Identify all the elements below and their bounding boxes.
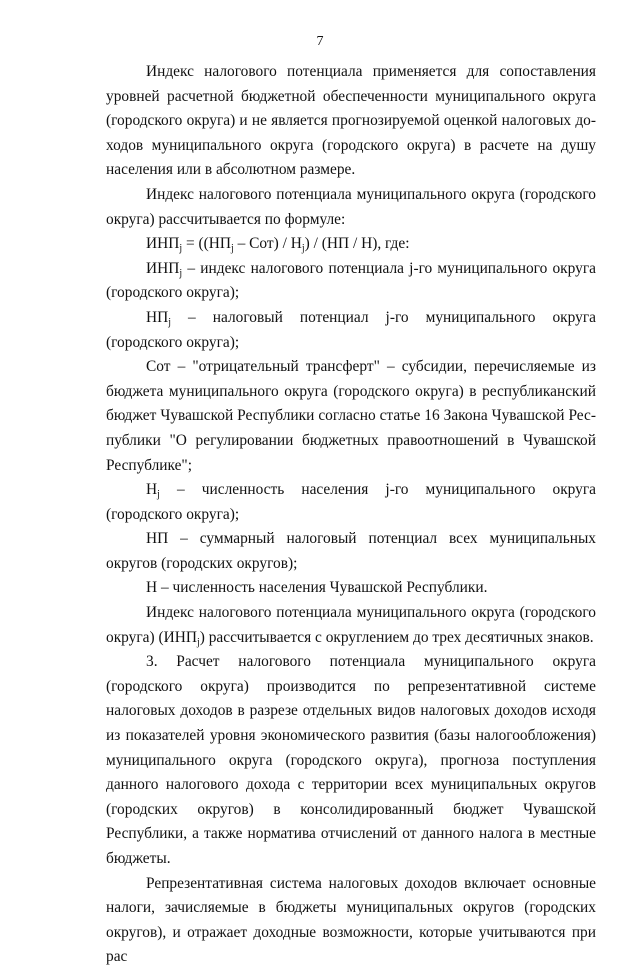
definition-inp	[106, 257, 596, 306]
formula-sub-2: j	[231, 243, 234, 255]
paragraph-rounding	[106, 601, 596, 650]
paragraph-representative-system: Репрезентативная система налоговых доходов включает основные налоги, зачисляемые в бюджеты муниципальных округов (городских округов), и отражает доходные возможности, которые учитываются при рас	[106, 874, 596, 966]
definition-np	[106, 306, 596, 355]
definition-np-text: – налоговый потенциал j-го муниципального округа (городского округа);	[106, 308, 596, 351]
definition-hj	[106, 478, 596, 527]
formula-sub-1: j	[179, 243, 183, 255]
paragraph-section-3: 3. Расчет налогового потенциала муниципального округа (городского округа) производится по репрезентативной системе налоговых доходов в разрезе отдельных видов налоговых доходов исходя из показателей уровня экономического развития (базы налогообложения) муниципального округа (городского округа), прогноза поступления данного налогового дохода с территории всех муниципальных округов (городских округов) в консолидированный бюджет Чувашской Республики, а также норматива отчислений от данного налога в местные бюджеты.	[106, 653, 596, 867]
formula-lhs: ИНП	[146, 235, 180, 253]
definition-np-symbol: НП	[146, 308, 169, 326]
rounding-before: Индекс налогового потенциала муниципального округа (городского округа) (ИНП	[106, 604, 596, 646]
definition-hj-symbol: Н	[146, 481, 158, 499]
definition-sot: Сот – "отрицательный трансферт" – субсидии, перечисляемые из бюджета муниципального округа (городского округа) в республиканский бюджет Чувашской Республики согласно статье 16 Закона Чувашской Республики "О регулировании бюджетных правоотношений в Чувашской Республике";	[106, 358, 596, 474]
rounding-after: ) рассчитывается с округлением до трех десятичных знаков.	[199, 628, 594, 646]
rounding-sub: j	[196, 636, 200, 648]
formula-sub-3: j	[301, 243, 305, 255]
definition-hj-sub: j	[157, 489, 160, 501]
definition-hj-text: – численность населения j-го муниципального округа (городского округа);	[106, 481, 596, 523]
paragraph-formula-intro: Индекс налогового потенциала муниципального округа (городского округа) рассчитывается по формуле:	[106, 185, 596, 228]
definition-np-total: НП – суммарный налоговый потенциал всех муниципальных округов (городских округов);	[106, 530, 596, 572]
definition-inp-text: – индекс налогового потенциала j-го муниципального округа (городского округа);	[106, 259, 596, 302]
document-body	[106, 60, 596, 970]
definition-inp-symbol: ИНП	[146, 259, 180, 277]
page-number: 7	[316, 34, 324, 49]
formula-part-2: – Сот) / Н	[233, 235, 302, 253]
formula-part-1: = ((НП	[182, 235, 231, 253]
formula	[106, 232, 596, 257]
definition-h-total: Н – численность населения Чувашской Республики.	[146, 579, 488, 597]
formula-part-3: ) / (НП / Н), где:	[304, 235, 410, 253]
paragraph-index-purpose: Индекс налогового потенциала применяется для сопоставления уровней расчетной бюджетной обеспеченности муниципального округа (городского округа) и не является прогнозируемой оценкой налоговых доходов муниципального округа (городского округа) в расчете на душу населения или в абсолютном размере.	[106, 63, 596, 179]
definition-np-sub: j	[168, 316, 172, 328]
definition-inp-sub: j	[179, 267, 183, 279]
